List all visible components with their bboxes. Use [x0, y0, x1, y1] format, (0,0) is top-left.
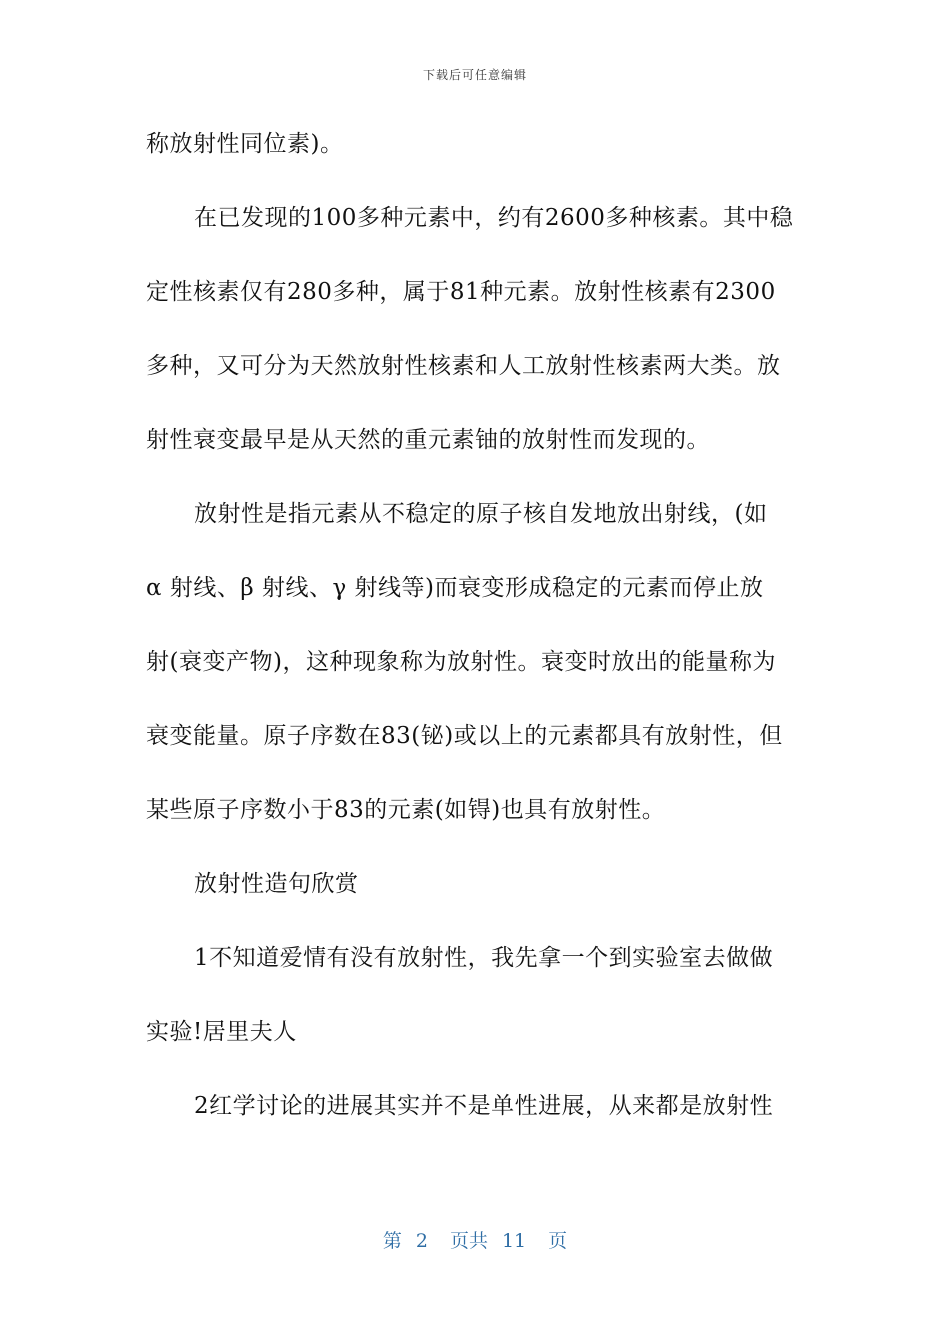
page-header: 下载后可任意编辑: [422, 68, 527, 82]
text-line: 在已发现的100多种元素中，约有2600多种核素。其中稳: [194, 205, 794, 231]
document-body: [146, 120, 801, 1156]
text-line: 射性衰变最早是从天然的重元素铀的放射性而发现的。: [146, 427, 710, 453]
text-line: 称放射性同位素)。: [146, 131, 344, 157]
text-line: 放射性是指元素从不稳定的原子核自发地放出射线，(如: [194, 501, 768, 527]
footer-page-number: 2: [415, 1230, 428, 1252]
text-line: 定性核素仅有280多种，属于81种元素。放射性核素有2300: [146, 279, 776, 305]
footer-prefix: 第: [382, 1230, 402, 1252]
text-line: 射(衰变产物)，这种现象称为放射性。衰变时放出的能量称为: [146, 649, 776, 675]
footer-suffix: 页: [548, 1230, 568, 1252]
text-line: 1不知道爱情有没有放射性，我先拿一个到实验室去做做: [194, 945, 774, 971]
page-footer: [0, 1226, 950, 1253]
text-line: α 射线、β 射线、γ 射线等)而衰变形成稳定的元素而停止放: [146, 575, 764, 601]
text-line: 某些原子序数小于83的元素(如锝)也具有放射性。: [146, 797, 666, 823]
text-line: 衰变能量。原子序数在83(铋)或以上的元素都具有放射性，但: [146, 723, 783, 749]
text-line: 多种，又可分为天然放射性核素和人工放射性核素两大类。放: [146, 353, 781, 379]
footer-total-pages: 11: [501, 1230, 527, 1252]
footer-middle: 页共: [449, 1230, 488, 1252]
section-heading: 放射性造句欣赏: [194, 871, 359, 897]
text-line: 2红学讨论的进展其实并不是单性进展，从来都是放射性: [194, 1093, 774, 1119]
text-line: 实验!居里夫人: [146, 1019, 297, 1045]
